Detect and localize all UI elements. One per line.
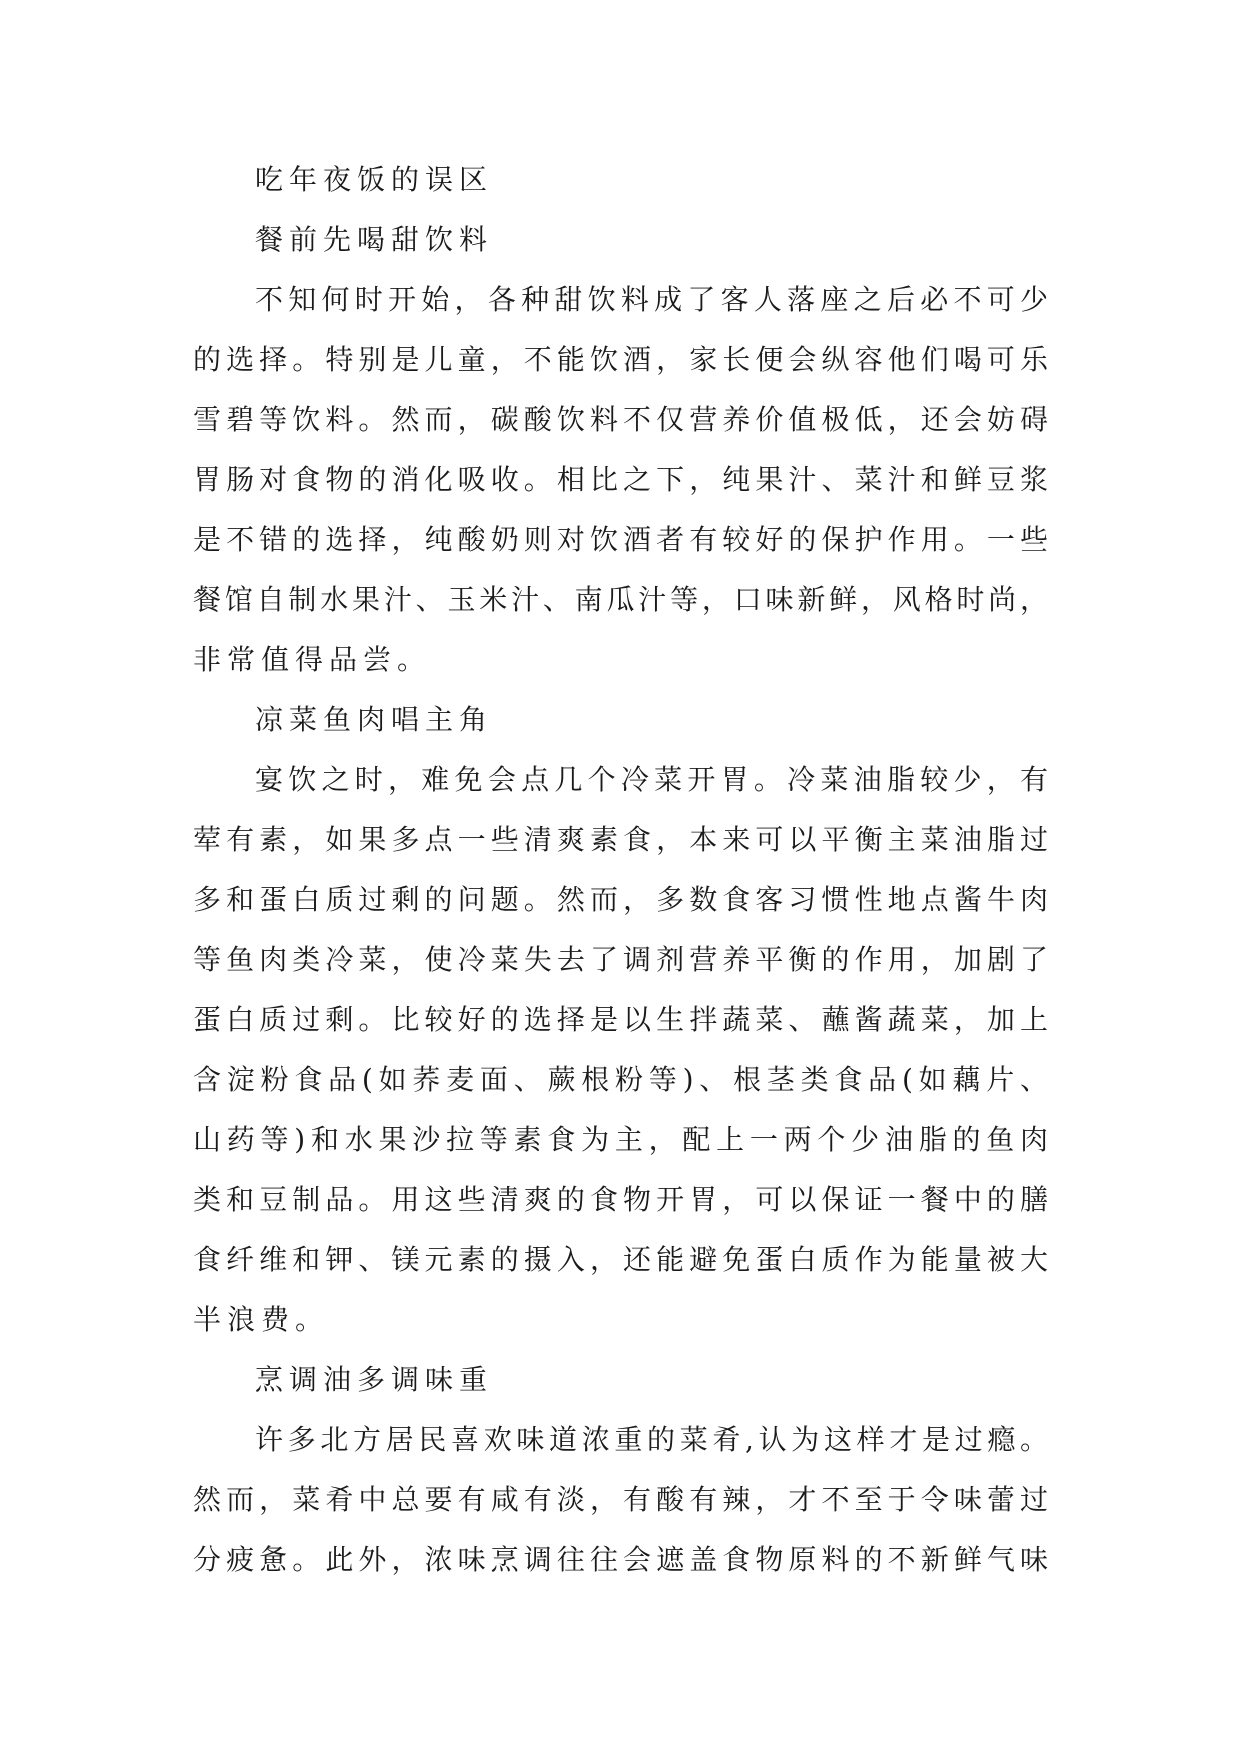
paragraph-line: 是不错的选择，纯酸奶则对饮酒者有较好的保护作用。一些 <box>193 523 1048 556</box>
section-heading: 餐前先喝甜饮料 <box>255 223 494 256</box>
paragraph-line: 分疲惫。此外，浓味烹调往往会遮盖食物原料的不新鲜气味 <box>193 1543 1048 1576</box>
paragraph-line: 半浪费。 <box>193 1303 330 1336</box>
paragraph-line: 荤有素，如果多点一些清爽素食，本来可以平衡主菜油脂过 <box>193 823 1048 856</box>
section-heading: 烹调油多调味重 <box>255 1363 494 1396</box>
paragraph-line: 宴饮之时，难免会点几个冷菜开胃。冷菜油脂较少，有 <box>255 763 1048 796</box>
paragraph-line: 雪碧等饮料。然而，碳酸饮料不仅营养价值极低，还会妨碍 <box>193 403 1048 436</box>
document-page <box>193 150 1048 1590</box>
paragraph-line: 类和豆制品。用这些清爽的食物开胃，可以保证一餐中的膳 <box>193 1183 1048 1216</box>
paragraph-line: 多和蛋白质过剩的问题。然而，多数食客习惯性地点酱牛肉 <box>193 883 1048 916</box>
paragraph-line: 含淀粉食品(如荞麦面、蕨根粉等)、根茎类食品(如藕片、 <box>193 1063 1048 1096</box>
paragraph-line: 不知何时开始，各种甜饮料成了客人落座之后必不可少 <box>255 283 1048 316</box>
paragraph-line: 许多北方居民喜欢味道浓重的菜肴,认为这样才是过瘾。 <box>255 1423 1048 1456</box>
paragraph-line: 然而，菜肴中总要有咸有淡，有酸有辣，才不至于令味蕾过 <box>193 1483 1048 1516</box>
paragraph-line: 等鱼肉类冷菜，使冷菜失去了调剂营养平衡的作用，加剧了 <box>193 943 1048 976</box>
paragraph-line: 非常值得品尝。 <box>193 643 432 676</box>
paragraph-line: 食纤维和钾、镁元素的摄入，还能避免蛋白质作为能量被大 <box>193 1243 1048 1276</box>
paragraph-line: 餐馆自制水果汁、玉米汁、南瓜汁等，口味新鲜，风格时尚， <box>193 583 1048 616</box>
paragraph-line: 蛋白质过剩。比较好的选择是以生拌蔬菜、蘸酱蔬菜，加上 <box>193 1003 1048 1036</box>
paragraph-line: 的选择。特别是儿童，不能饮酒，家长便会纵容他们喝可乐 <box>193 343 1048 376</box>
document-title: 吃年夜饭的误区 <box>255 163 494 196</box>
paragraph-line: 山药等)和水果沙拉等素食为主，配上一两个少油脂的鱼肉 <box>193 1123 1048 1156</box>
paragraph-line: 胃肠对食物的消化吸收。相比之下，纯果汁、菜汁和鲜豆浆 <box>193 463 1048 496</box>
section-heading: 凉菜鱼肉唱主角 <box>255 703 494 736</box>
